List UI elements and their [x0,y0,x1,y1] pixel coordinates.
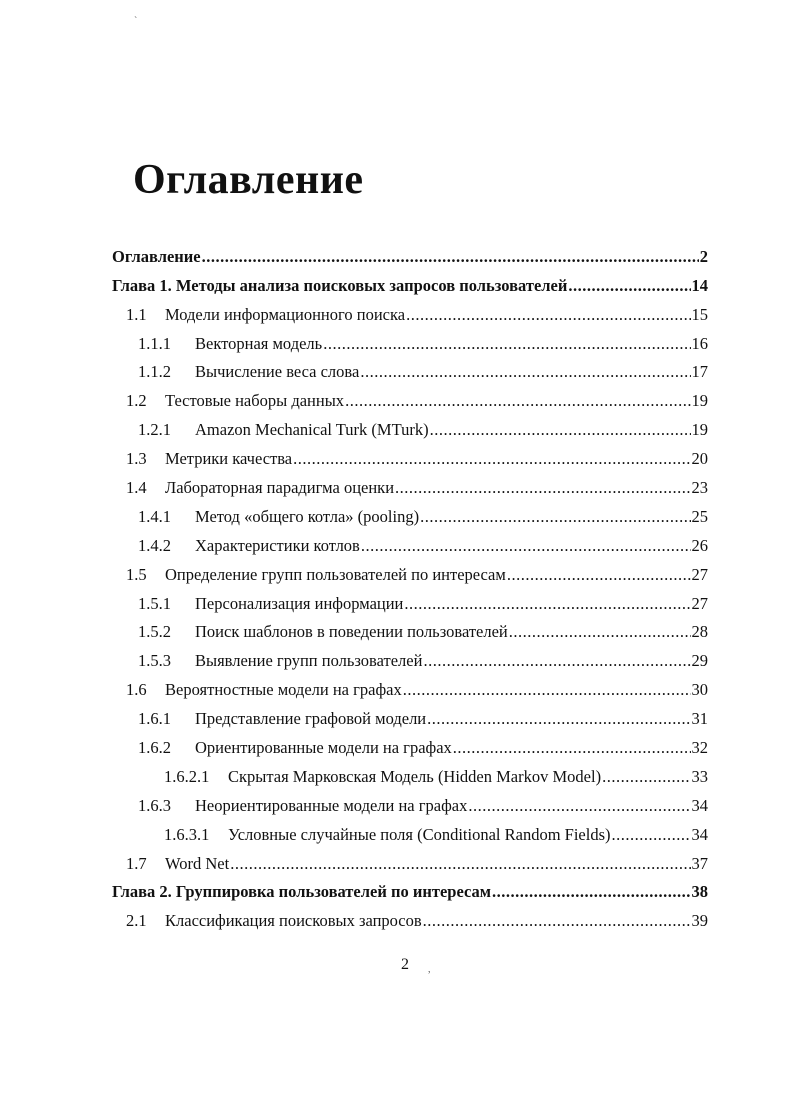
toc-entry-title: Векторная модель [195,333,323,353]
dot-leader [423,911,691,931]
dot-leader [427,709,690,729]
toc-entry-page: 15 [691,304,708,324]
toc-entry[interactable] [112,498,708,527]
toc-entry-number: 1.4.1 [138,506,171,526]
toc-entry-number: 1.6.1 [138,709,171,729]
dot-leader [404,594,690,614]
toc-entry-number: 1.5.3 [138,651,171,671]
dot-leader [323,334,690,354]
toc-entry-title: Оглавление [112,246,201,266]
toc-entry[interactable] [112,440,708,469]
toc-entry-title: Ориентированные модели на графах [195,738,452,758]
table-of-contents [112,238,708,931]
toc-entry-page: 17 [691,362,708,382]
dot-leader [360,362,690,382]
toc-entry-title: Представление графовой модели [195,709,427,729]
toc-entry-number: 1.5 [126,564,147,584]
toc-entry-number: 1.6.2.1 [164,766,210,786]
toc-entry[interactable] [112,267,708,296]
toc-entry-page: 37 [691,853,708,873]
toc-entry-page: 28 [691,622,708,642]
dot-leader [406,305,690,325]
toc-entry-title: Скрытая Марковская Модель (Hidden Markov Model) [228,766,602,786]
toc-entry-title: Модели информационного поиска [165,304,406,324]
toc-entry[interactable] [112,382,708,411]
toc-entry-page: 19 [691,391,708,411]
toc-entry[interactable] [112,787,708,816]
toc-entry-number: 1.1 [126,304,147,324]
toc-entry-number: 1.6 [126,680,147,700]
toc-entry-page: 29 [691,651,708,671]
toc-entry-title: Вычисление веса слова [195,362,360,382]
dot-leader [568,276,690,296]
toc-entry-page: 26 [691,535,708,555]
toc-entry-title: Глава 1. Методы анализа поисковых запросов пользователей [112,275,568,295]
toc-entry-title: Условные случайные поля (Conditional Random Fields) [228,824,611,844]
page-title: Оглавление [133,157,364,203]
toc-entry[interactable] [112,585,708,614]
toc-entry-title: Поиск шаблонов в поведении пользователей [195,622,508,642]
toc-entry[interactable] [112,902,708,931]
dot-leader [423,651,690,671]
toc-entry[interactable] [112,556,708,585]
toc-entry-title: Word Net [165,853,230,873]
dot-leader [293,449,690,469]
toc-entry[interactable] [112,411,708,440]
toc-entry[interactable] [112,816,708,845]
toc-entry-title: Персонализация информации [195,593,404,613]
toc-entry-page: 25 [691,506,708,526]
toc-entry-number: 1.3 [126,449,147,469]
toc-entry-page: 20 [691,449,708,469]
dot-leader [395,478,690,498]
dot-leader [602,767,690,787]
toc-entry-number: 1.5.2 [138,622,171,642]
toc-entry[interactable] [112,874,708,903]
page-number: 2 [401,956,409,973]
toc-entry-page: 39 [691,911,708,931]
toc-entry-number: 1.6.3 [138,795,171,815]
toc-entry-page: 14 [691,275,708,295]
dot-leader [509,622,691,642]
toc-entry-number: 1.2 [126,391,147,411]
dot-leader [507,565,691,585]
dot-leader [420,507,690,527]
toc-entry-page: 27 [691,564,708,584]
toc-entry-number: 1.6.2 [138,738,171,758]
toc-entry-number: 1.1.1 [138,333,171,353]
dot-leader [230,854,690,874]
toc-entry[interactable] [112,758,708,787]
toc-entry-number: 1.6.3.1 [164,824,210,844]
toc-entry-page: 38 [691,882,708,902]
toc-entry-number: 1.2.1 [138,420,171,440]
dot-leader [612,825,691,845]
scan-speck: , [428,964,431,975]
toc-entry-title: Определение групп пользователей по интересам [165,564,506,584]
toc-entry[interactable] [112,671,708,700]
toc-entry[interactable] [112,845,708,874]
toc-entry-title: Метрики качества [165,449,293,469]
toc-entry[interactable] [112,729,708,758]
toc-entry[interactable] [112,296,708,325]
toc-entry-title: Характеристики котлов [195,535,360,555]
dot-leader [430,420,691,440]
toc-entry[interactable] [112,614,708,643]
toc-entry[interactable] [112,700,708,729]
dot-leader [345,391,690,411]
dot-leader [202,247,699,267]
toc-entry-page: 34 [691,795,708,815]
toc-entry-page: 33 [691,766,708,786]
toc-entry-page: 2 [699,246,708,266]
toc-entry-page: 32 [691,738,708,758]
toc-entry[interactable] [112,469,708,498]
toc-entry-number: 1.1.2 [138,362,171,382]
toc-entry-title: Метод «общего котла» (pooling) [195,506,420,526]
toc-entry[interactable] [112,642,708,671]
dot-leader [403,680,691,700]
toc-entry-title: Выявление групп пользователей [195,651,423,671]
dot-leader [468,796,690,816]
toc-entry-title: Классификация поисковых запросов [165,911,422,931]
toc-entry-number: 2.1 [126,911,147,931]
toc-entry-page: 23 [691,478,708,498]
toc-entry-title: Вероятностные модели на графах [165,680,402,700]
toc-entry[interactable] [112,238,708,267]
toc-entry-number: 1.4.2 [138,535,171,555]
toc-entry-title: Неориентированные модели на графах [195,795,468,815]
toc-entry-title: Лабораторная парадигма оценки [165,478,395,498]
toc-entry-page: 16 [691,333,708,353]
toc-entry-number: 1.5.1 [138,593,171,613]
toc-entry-number: 1.7 [126,853,147,873]
toc-entry[interactable] [112,325,708,354]
scan-speck: ` [134,16,138,27]
dot-leader [453,738,691,758]
toc-entry-page: 30 [691,680,708,700]
toc-entry[interactable] [112,354,708,383]
toc-entry-page: 31 [691,709,708,729]
toc-entry-title: Amazon Mechanical Turk (MTurk) [195,420,429,440]
toc-entry-page: 27 [691,593,708,613]
toc-entry-page: 34 [691,824,708,844]
dot-leader [492,882,691,902]
toc-entry-title: Глава 2. Группировка пользователей по интересам [112,882,491,902]
dot-leader [361,536,691,556]
toc-entry-page: 19 [691,420,708,440]
toc-entry-title: Тестовые наборы данных [165,391,345,411]
toc-entry-number: 1.4 [126,478,147,498]
toc-entry[interactable] [112,527,708,556]
